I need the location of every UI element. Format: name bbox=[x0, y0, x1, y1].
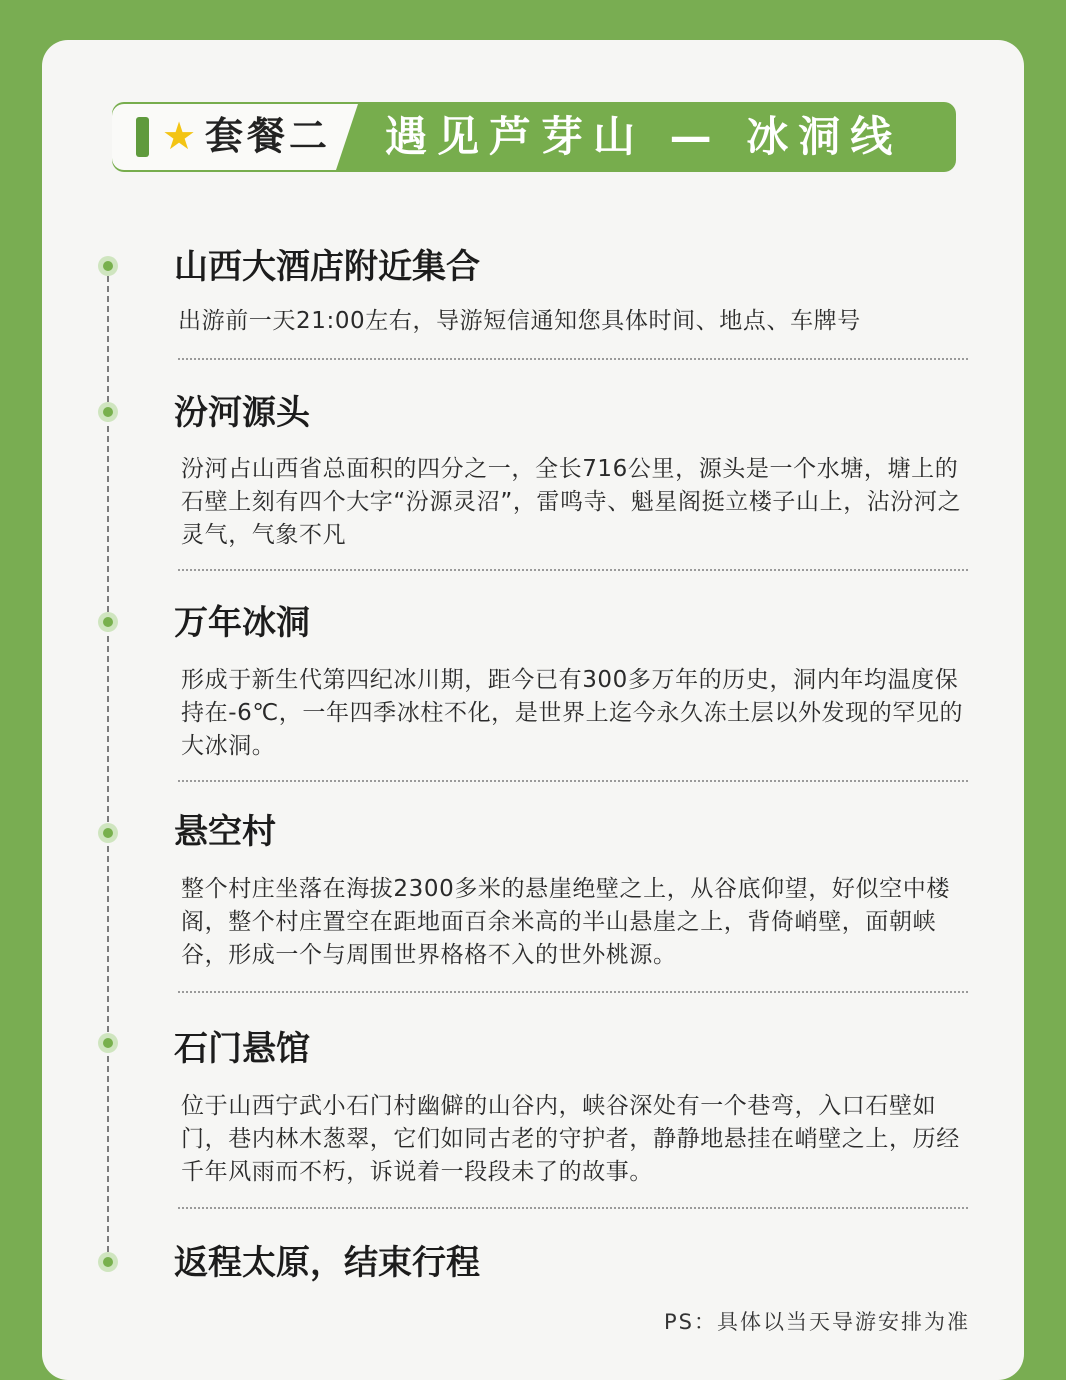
stop-desc-shimen: 位于山西宁武小石门村幽僻的山谷内，峡谷深处有一个巷弯，入口石壁如门，巷内林木葱翠，它们如同古老的守护者，静静地悬挂在峭壁之上，历经千年风雨而不朽，诉说着一段段未了的故事。 bbox=[181, 1093, 960, 1185]
timeline-dot bbox=[98, 823, 118, 843]
timeline-dot bbox=[98, 402, 118, 422]
timeline-dot bbox=[98, 612, 118, 632]
timeline-dot bbox=[98, 256, 118, 276]
stop-title-ice-cave: 万年冰洞 bbox=[174, 603, 310, 643]
stop-desc-gathering: 出游前一天21:00左右，导游短信通知您具体时间、地点、车牌号 bbox=[178, 308, 861, 334]
separator bbox=[178, 358, 968, 360]
stop-desc-ice-cave: 形成于新生代第四纪冰川期，距今已有300多万年的历史，洞内年均温度保持在-6℃，一年四季冰柱不化，是世界上迄今永久冻土层以外发现的罕见的大冰洞。 bbox=[181, 667, 964, 759]
separator bbox=[178, 569, 968, 571]
stop-title-return: 返程太原，结束行程 bbox=[174, 1243, 480, 1283]
star-icon: ★ bbox=[162, 114, 197, 158]
stop-title-shimen: 石门悬馆 bbox=[174, 1029, 310, 1069]
separator bbox=[178, 780, 968, 782]
stop-title-gathering: 山西大酒店附近集合 bbox=[174, 247, 480, 287]
timeline-dot bbox=[98, 1033, 118, 1053]
route-title: 遇见芦芽山 — 冰洞线 bbox=[385, 112, 903, 161]
package-label: 套餐二 bbox=[205, 114, 332, 158]
separator bbox=[178, 991, 968, 993]
tab-accent-bar bbox=[136, 117, 149, 157]
stop-desc-fenhe: 汾河占山西省总面积的四分之一，全长716公里，源头是一个水塘，塘上的石壁上刻有四个大字“汾源灵沼”，雷鸣寺、魁星阁挺立楼子山上，沾汾河之灵气，气象不凡 bbox=[181, 456, 962, 548]
footer-note: PS：具体以当天导游安排为准 bbox=[664, 1310, 970, 1334]
stop-title-fenhe: 汾河源头 bbox=[174, 393, 310, 433]
stop-title-hanging-village: 悬空村 bbox=[174, 812, 276, 852]
stop-desc-hanging-village: 整个村庄坐落在海拔2300多米的悬崖绝壁之上，从谷底仰望，好似空中楼阁，整个村庄置空在距地面百余米高的半山悬崖之上，背倚峭壁，面朝峡谷，形成一个与周围世界格格不入的世外桃源。 bbox=[181, 876, 950, 968]
timeline-dot bbox=[98, 1252, 118, 1272]
separator bbox=[178, 1207, 968, 1209]
